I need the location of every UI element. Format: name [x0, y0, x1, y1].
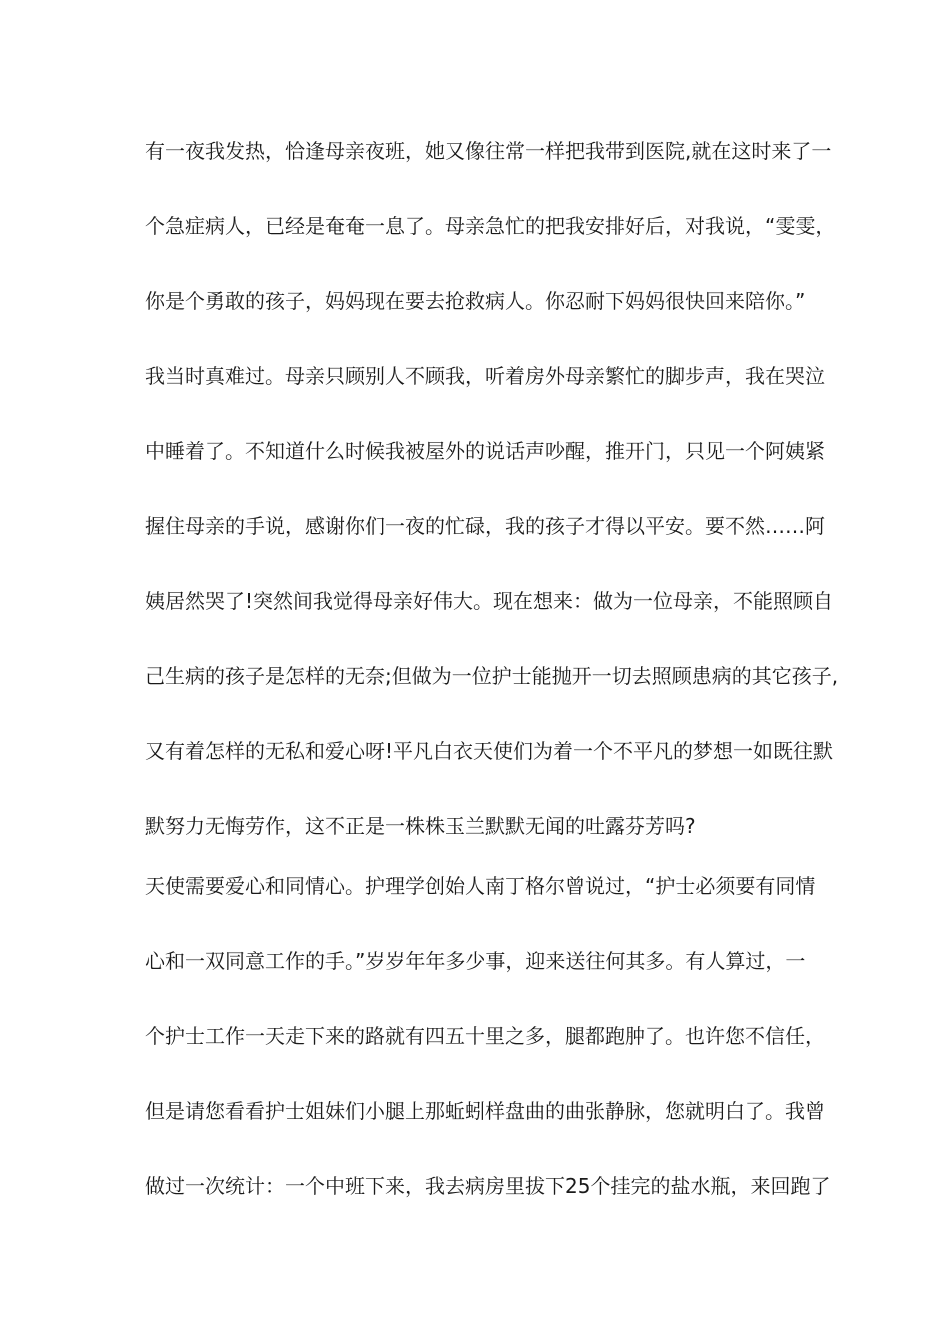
text-line: 姨居然哭了!突然间我觉得母亲好伟大。现在想来：做为一位母亲，不能照顾自 [145, 589, 834, 613]
text-line: 握住母亲的手说，感谢你们一夜的忙碌，我的孩子才得以平安。要不然……阿 [145, 514, 825, 538]
text-line: 个护士工作一天走下来的路就有四五十里之多，腿都跑肿了。也许您不信任， [145, 1024, 825, 1048]
text-line: 有一夜我发热，恰逢母亲夜班，她又像往常一样把我带到医院,就在这时来了一 [145, 139, 832, 163]
text-line: 中睡着了。不知道什么时候我被屋外的说话声吵醒，推开门，只见一个阿姨紧 [145, 439, 825, 463]
text-line: 心和一双同意工作的手。”岁岁年年多少事，迎来送往何其多。有人算过，一 [145, 949, 806, 973]
text-line: 默努力无悔劳作，这不正是一株株玉兰默默无闻的吐露芬芳吗? [145, 814, 696, 838]
text-line: 又有着怎样的无私和爱心呀!平凡白衣天使们为着一个不平凡的梦想一如既往默 [145, 739, 834, 763]
text-line: 但是请您看看护士姐妹们小腿上那蚯蚓样盘曲的曲张静脉，您就明白了。我曾 [145, 1099, 825, 1123]
text-line: 天使需要爱心和同情心。护理学创始人南丁格尔曾说过，“护士必须要有同情 [145, 874, 816, 898]
text-line: 我当时真难过。母亲只顾别人不顾我，听着房外母亲繁忙的脚步声，我在哭泣 [145, 364, 825, 388]
text-line: 做过一次统计：一个中班下来，我去病房里拔下25个挂完的盐水瓶，来回跑了 [145, 1174, 831, 1198]
text-line: 你是个勇敢的孩子，妈妈现在要去抢救病人。你忍耐下妈妈很快回来陪你。” [145, 289, 806, 313]
text-line: 个急症病人，已经是奄奄一息了。母亲急忙的把我安排好后，对我说，“雯雯， [145, 214, 836, 238]
text-line: 己生病的孩子是怎样的无奈;但做为一位护士能抛开一切去照顾患病的其它孩子, [145, 664, 839, 688]
